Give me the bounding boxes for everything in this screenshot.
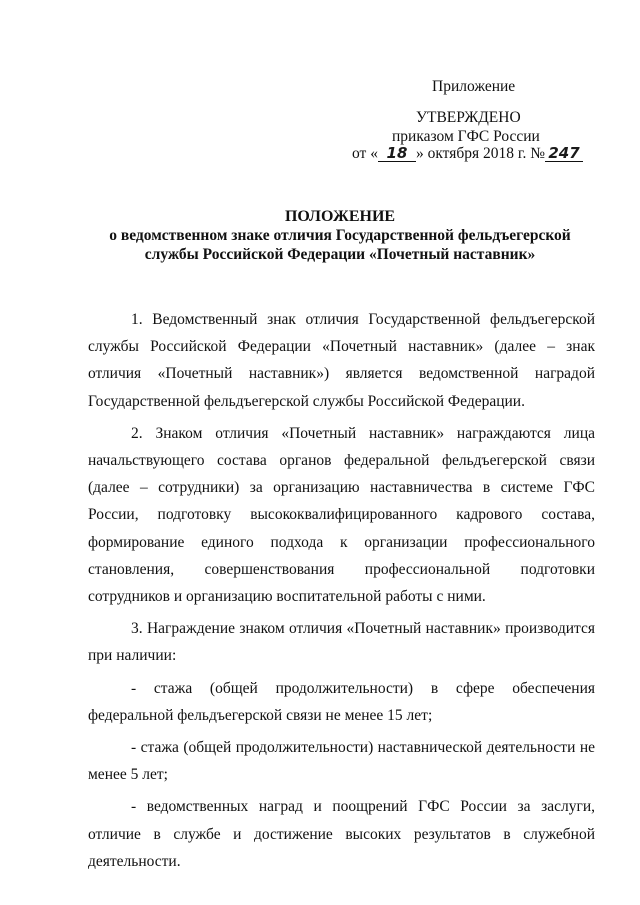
order-by-label: приказом ГФС России bbox=[392, 128, 540, 145]
paragraph-1: 1. Ведомственный знак отличия Государственной фельдъегерской службы Российской Федерации «Почетный наставник» (далее – знак отличия «Почетный наставник») является ведомственной наградой Государственной фельдъегерской службы Российской Федерации. bbox=[88, 311, 595, 410]
order-number-handwritten: 247 bbox=[545, 145, 583, 162]
list-item-2: - стажа (общей продолжительности) наставнической деятельности не менее 5 лет; bbox=[88, 739, 595, 784]
paragraph-3: 3. Награждение знаком отличия «Почетный наставник» производится при наличии: bbox=[88, 620, 595, 665]
paragraph-2: 2. Знаком отличия «Почетный наставник» награждаются лица начальствующего состава органов федеральной фельдъегерской связи (далее – сотрудники) за организацию наставничества в системе ГФС России, подготовку высококвалифицированного кадрового состава, формирование единого подхода к организации профессионального становления, совершенствования профессиональной подготовки сотрудников и организацию воспитательной работы с ними. bbox=[88, 424, 595, 606]
title-heading: ПОЛОЖЕНИЕ bbox=[284, 208, 396, 225]
order-day-handwritten: 18 bbox=[378, 145, 416, 162]
appendix-label: Приложение bbox=[432, 78, 516, 95]
order-date-line bbox=[352, 144, 583, 163]
date-prefix: от « bbox=[352, 145, 378, 162]
list-item-3: - ведомственных наград и поощрений ГФС России за заслуги, отличие в службе и достижение высоких результатов в служебной деятельности. bbox=[88, 798, 595, 870]
list-item-1: - стажа (общей продолжительности) в сфере обеспечения федеральной фельдъегерской связи не менее 15 лет; bbox=[88, 679, 595, 724]
date-middle: » октября 2018 г. № bbox=[415, 145, 546, 162]
title-line-2: службы Российской Федерации «Почетный наставник» bbox=[144, 246, 536, 263]
document-title bbox=[80, 207, 600, 264]
title-line-1: о ведомственном знаке отличия Государственной фельдъегерской bbox=[109, 227, 571, 244]
document-body bbox=[88, 306, 595, 880]
approved-label: УТВЕРЖДЕНО bbox=[416, 109, 521, 126]
